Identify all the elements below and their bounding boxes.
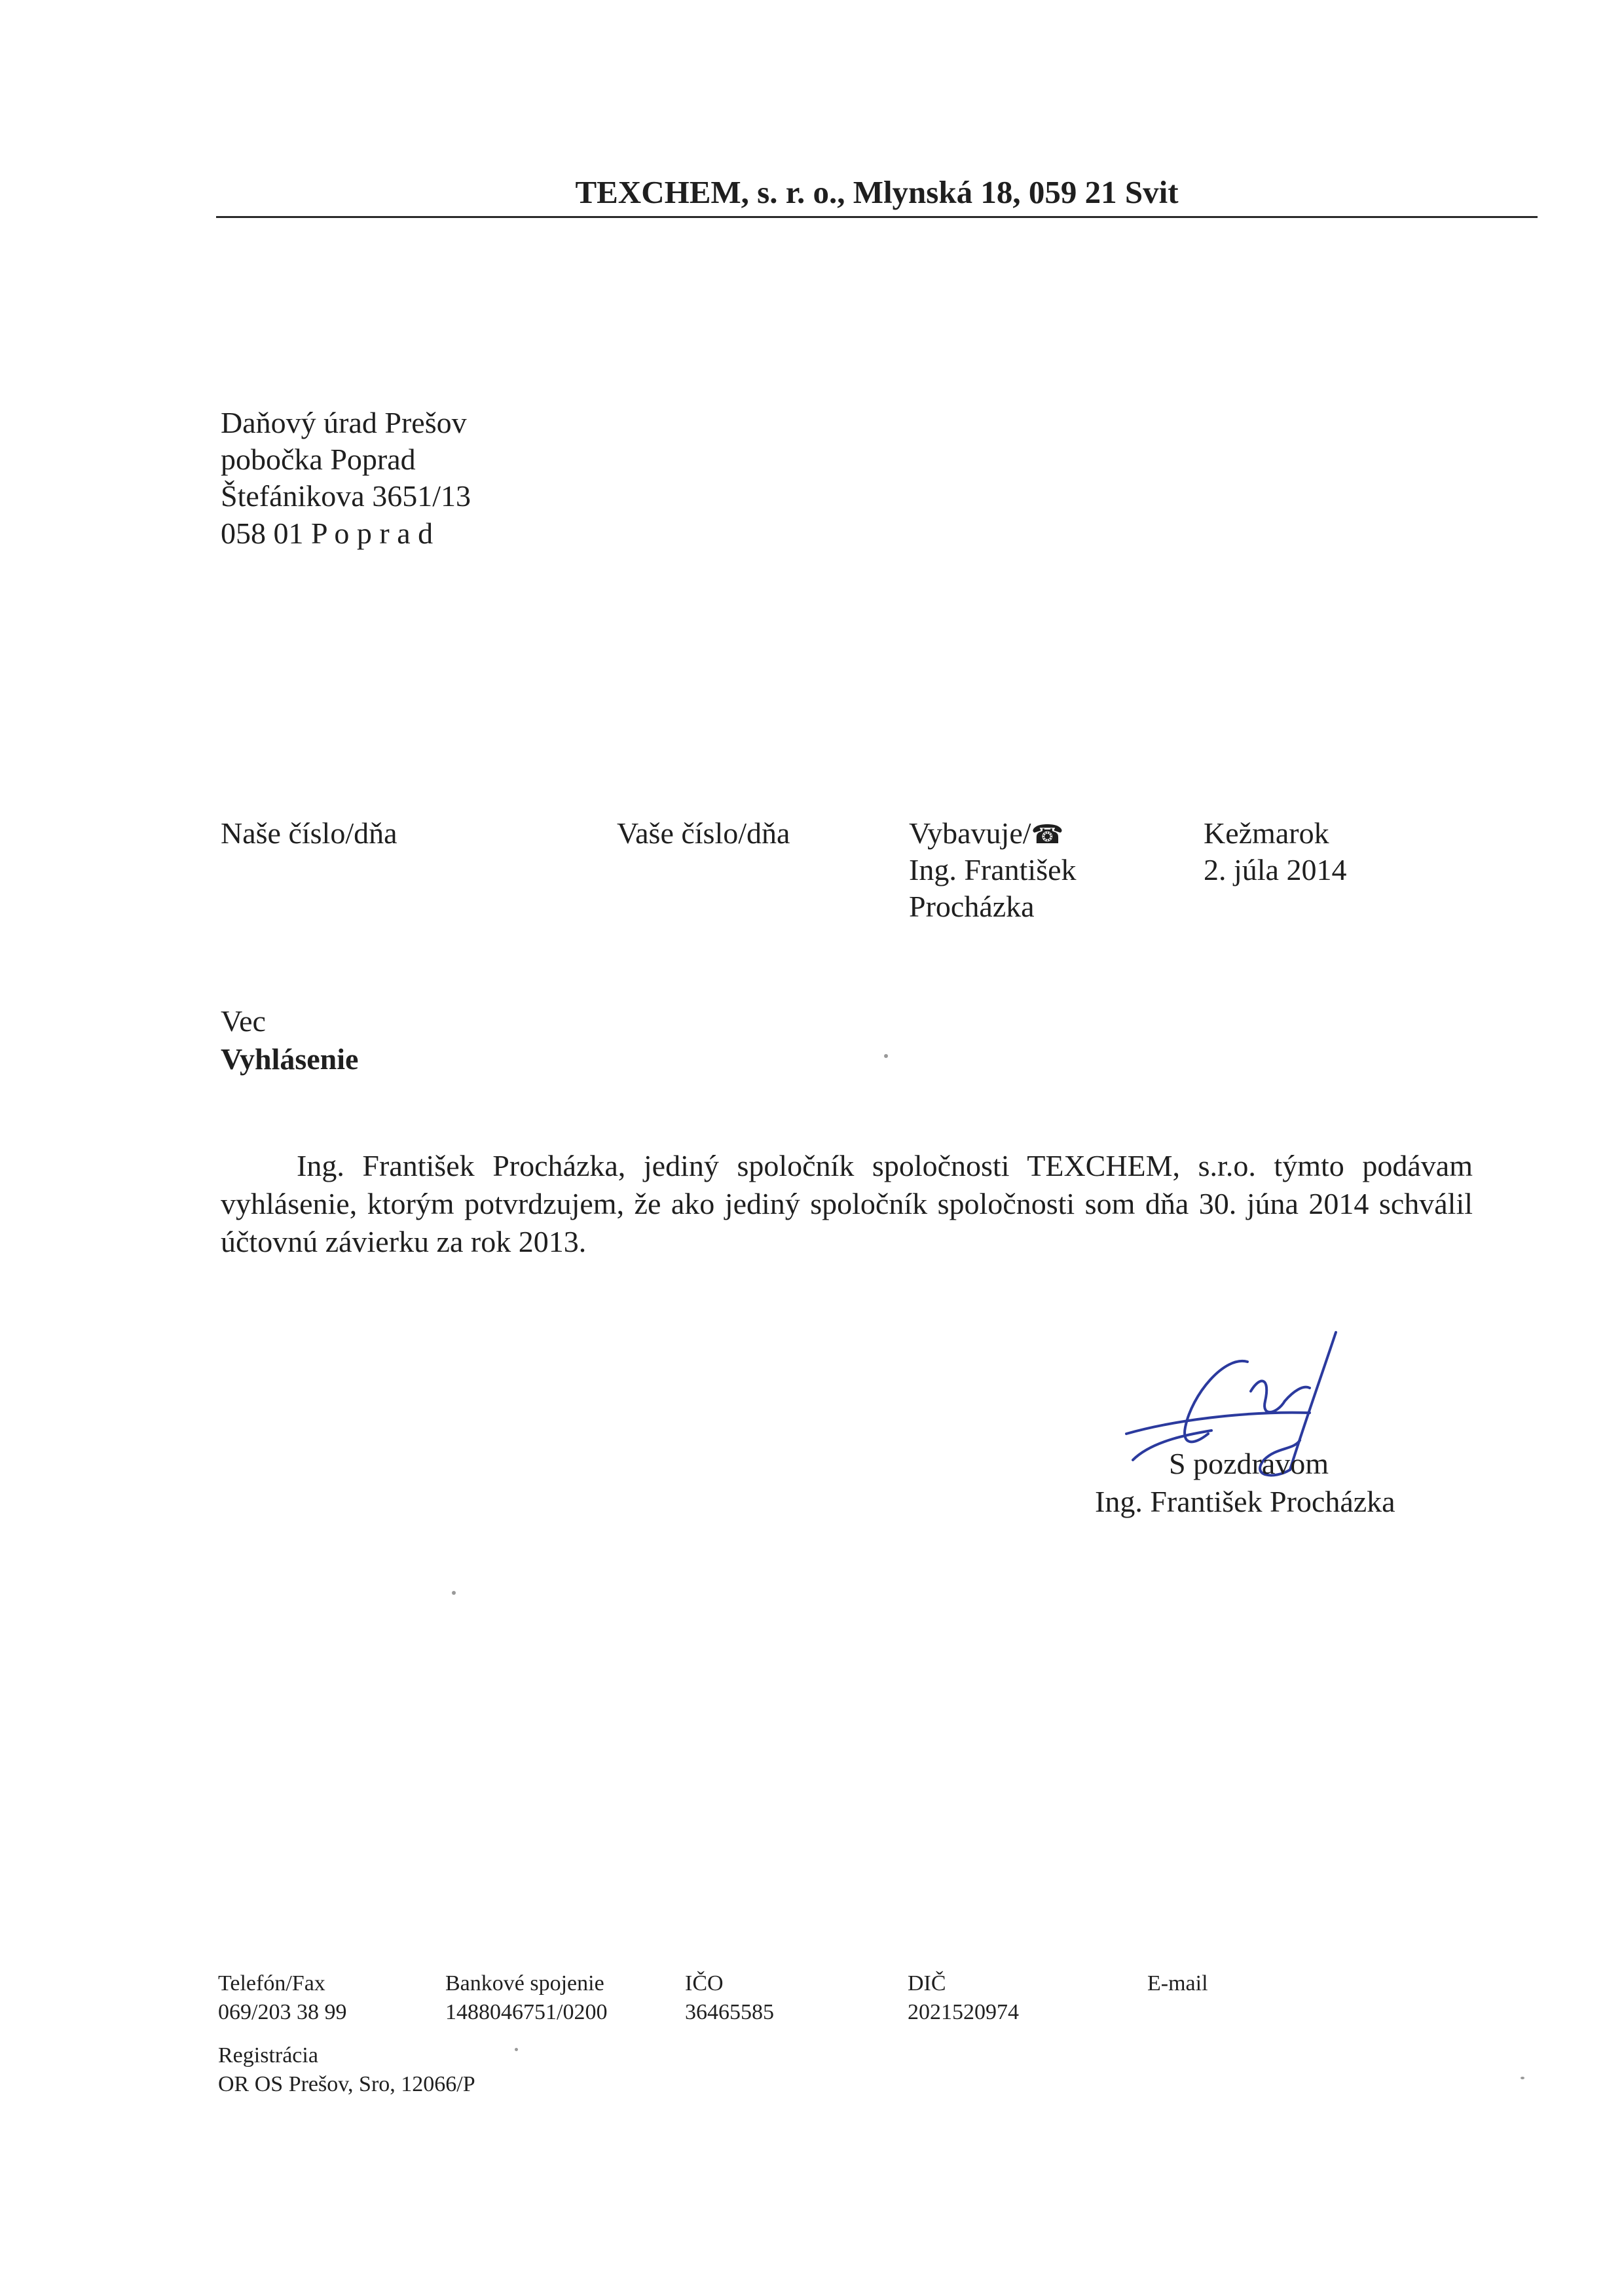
subject-label: Vec xyxy=(221,1004,266,1038)
recipient-line-2: pobočka Poprad xyxy=(221,443,416,476)
our-ref-label: Naše číslo/dňa xyxy=(221,816,397,850)
footer-registration-value: OR OS Prešov, Sro, 12066/P xyxy=(218,2072,475,2096)
footer-phone-value: 069/203 38 99 xyxy=(218,2000,347,2024)
subject-title: Vyhlásenie xyxy=(221,1042,359,1076)
signature-name: Ing. František Procházka xyxy=(1095,1485,1395,1518)
recipient-line-3: Štefánikova 3651/13 xyxy=(221,479,471,513)
scan-speck xyxy=(452,1591,456,1595)
body-paragraph: Ing. František Procházka, jediný spoločník spoločnosti TEXCHEM, s.r.o. týmto podávam vyhlásenie, ktorým potvrdzujem, že ako jediný spoločník spoločnosti som dňa 30. júna 2014 schválil účtovnú závierku za rok 2013. xyxy=(221,1149,1473,1258)
recipient-line-1: Daňový úrad Prešov xyxy=(221,406,467,439)
scan-speck xyxy=(515,2048,518,2051)
handled-by-name-2: Procházka xyxy=(909,890,1035,923)
scan-speck xyxy=(1521,2077,1524,2079)
letterhead-title: TEXCHEM, s. r. o., Mlynská 18, 059 21 Svit xyxy=(575,174,1179,210)
handled-by-label: Vybavuje/ xyxy=(909,816,1031,850)
date: 2. júla 2014 xyxy=(1204,853,1347,886)
footer-bank-label: Bankové spojenie xyxy=(445,1971,604,1995)
footer-ico-value: 36465585 xyxy=(685,2000,774,2024)
scan-speck xyxy=(884,1054,888,1058)
footer-bank-value: 1488046751/0200 xyxy=(445,2000,608,2024)
letterhead-rule xyxy=(216,216,1538,218)
footer-dic-label: DIČ xyxy=(908,1971,946,1995)
place: Kežmarok xyxy=(1204,816,1329,850)
footer-ico-label: IČO xyxy=(685,1971,724,1995)
handled-by xyxy=(909,815,1063,853)
footer-email-label: E-mail xyxy=(1147,1971,1208,1995)
handled-by-name-1: Ing. František xyxy=(909,853,1077,886)
signature-closing: S pozdravom xyxy=(1169,1447,1329,1480)
footer-dic-value: 2021520974 xyxy=(908,2000,1019,2024)
recipient-line-4: 058 01 P o p r a d xyxy=(221,517,434,550)
letter-body xyxy=(221,1147,1473,1261)
footer-registration-label: Registrácia xyxy=(218,2043,318,2068)
your-ref-label: Vaše číslo/dňa xyxy=(617,816,790,850)
footer-phone-label: Telefón/Fax xyxy=(218,1971,325,1995)
telephone-icon: ☎ xyxy=(1031,820,1064,850)
